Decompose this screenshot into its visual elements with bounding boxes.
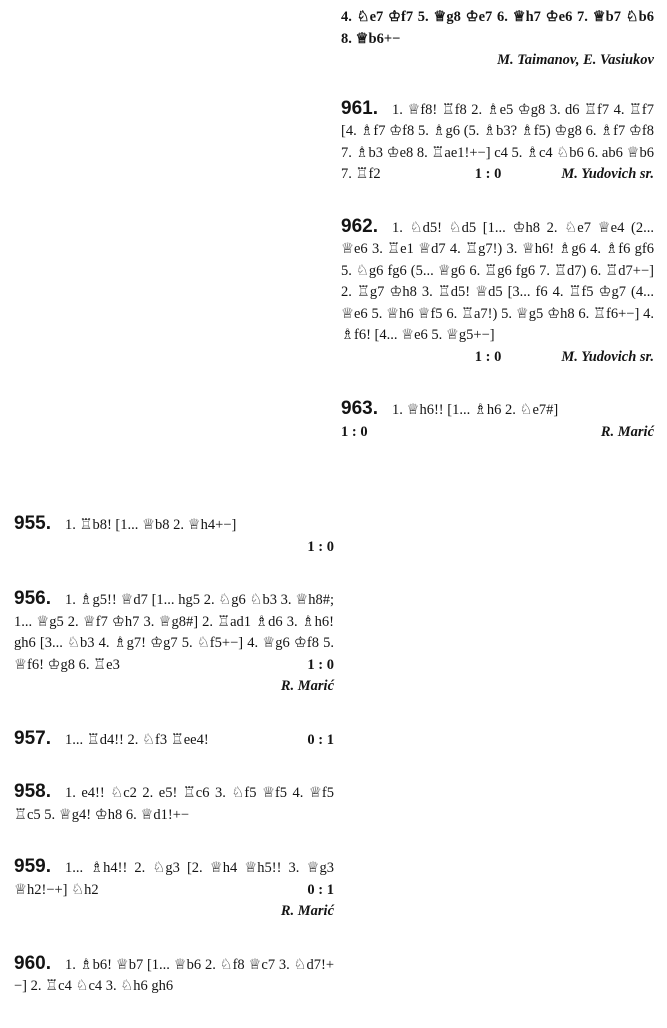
solution-author: R. Marić <box>280 678 334 694</box>
solution-number: 955. <box>14 513 51 534</box>
solution-956 <box>14 588 334 698</box>
solution-961 <box>341 98 654 186</box>
solution-955 <box>14 513 334 558</box>
solution-number: 957. <box>14 727 51 749</box>
solution-moves: 1. ♗b6! ♕b7 [1... ♕b6 2. ♘f8 ♕c7 3. ♘d7!+−] 2. ♖c4 ♘c4 3. ♘h6 gh6 <box>14 956 334 994</box>
solution-number: 962. <box>341 215 378 237</box>
solution-result: 1 : 0 <box>307 538 334 555</box>
solution-moves: 1. ♖b8! [1... ♕b8 2. ♕h4+−] <box>64 517 237 533</box>
solution-result: 1 : 0 <box>341 423 368 440</box>
solution-963 <box>341 398 654 443</box>
solution-moves: 1... ♗h4!! 2. ♘g3 [2. ♕h4 ♕h5!! 3. ♕g3 ♕h2!−+] ♘h2 <box>14 860 334 898</box>
solution-result: 1 : 0 <box>307 656 334 673</box>
solution-result: 0 : 1 <box>307 881 334 898</box>
solution-959 <box>14 856 334 923</box>
solution-number: 960. <box>14 952 51 974</box>
solution-author: M. Taimanov, E. Vasiukov <box>497 52 654 68</box>
solution-number: 958. <box>14 781 51 802</box>
solution-author: R. Marić <box>280 903 334 919</box>
solution-moves: 1. e4!! ♘c2 2. e5! ♖c6 3. ♘f5 ♕f5 4. ♕f5 ♖c5 5. ♕g4! ♔h8 6. ♕d1!+− <box>14 785 334 823</box>
solution-number: 959. <box>14 856 51 877</box>
solution-957 <box>14 728 334 752</box>
solution-number: 956. <box>14 588 51 609</box>
solution-result: 1 : 0 <box>474 166 502 182</box>
solution-958 <box>14 781 334 826</box>
solution-moves: 1. ♗g5!! ♕d7 [1... hg5 2. ♘g6 ♘b3 3. ♕h8#; 1... ♕g5 2. ♕f7 ♔h7 3. ♕g8#] 2. ♖ad1 ♗d6 3. ♗h6! gh6 [3... ♘b3 4. ♗g7! ♔g7 5. ♘f5+−] 4. ♕g6 ♔f8 5. ♕f6! ♔g8 6. ♖e3 <box>14 592 334 673</box>
solution-number: 961. <box>341 97 378 119</box>
solution-result: 0 : 1 <box>307 731 334 748</box>
solution-author: M. Yudovich sr. <box>561 348 654 365</box>
left-column <box>14 513 334 1028</box>
solution-moves: 1. ♕h6!! [1... ♗h6 2. ♘e7#] <box>391 402 559 418</box>
solution-960 <box>14 953 334 998</box>
solution-moves: 1. ♕f8! ♖f8 2. ♗e5 ♔g8 3. d6 ♖f7 4. ♖f7 [4. ♗f7 ♔f8 5. ♗g6 (5. ♗b3? ♗f5) ♔g8 6. ♗f7 ♔f8 7. ♗b3 ♔e8 8. ♖ae1!+−] c4 5. ♗c4 ♘b6 6. ab6 ♕b6 7. ♖f2 <box>341 101 654 182</box>
solution-author: R. Marić <box>600 423 654 440</box>
solution-author: M. Yudovich sr. <box>561 166 654 182</box>
solution-moves: 4. ♘e7 ♔f7 5. ♕g8 ♔e7 6. ♕h7 ♔e6 7. ♕b7 ♘b6 8. ♕b6+− <box>341 9 654 47</box>
solution-result: 1 : 0 <box>474 348 502 365</box>
solution-moves: 1... ♖d4!! 2. ♘f3 ♖ee4! <box>64 731 209 748</box>
solution-continuation <box>341 7 654 72</box>
right-column <box>341 7 654 473</box>
solution-962 <box>341 216 654 369</box>
solution-number: 963. <box>341 398 378 419</box>
solution-moves: 1. ♘d5! ♘d5 [1... ♔h8 2. ♘e7 ♕e4 (2... ♕e6 3. ♖e1 ♕d7 4. ♖g7!) 3. ♕h6! ♗g6 4. ♗f6 gf6 5. ♘g6 fg6 (5... ♕g6 6. ♖g6 fg6 7. ♖d7) 6. ♖d7+−] 2. ♖g7 ♔h8 3. ♖d5! ♕d5 [3... f6 4. ♖f5 ♔g7 (4... ♕e6 5. ♕h6 ♕f5 6. ♖a7!) 5. ♕g5 ♔h8 6. ♖f6+−] 4. ♗f6! [4... ♕e6 5. ♕g5+−] <box>341 219 654 343</box>
